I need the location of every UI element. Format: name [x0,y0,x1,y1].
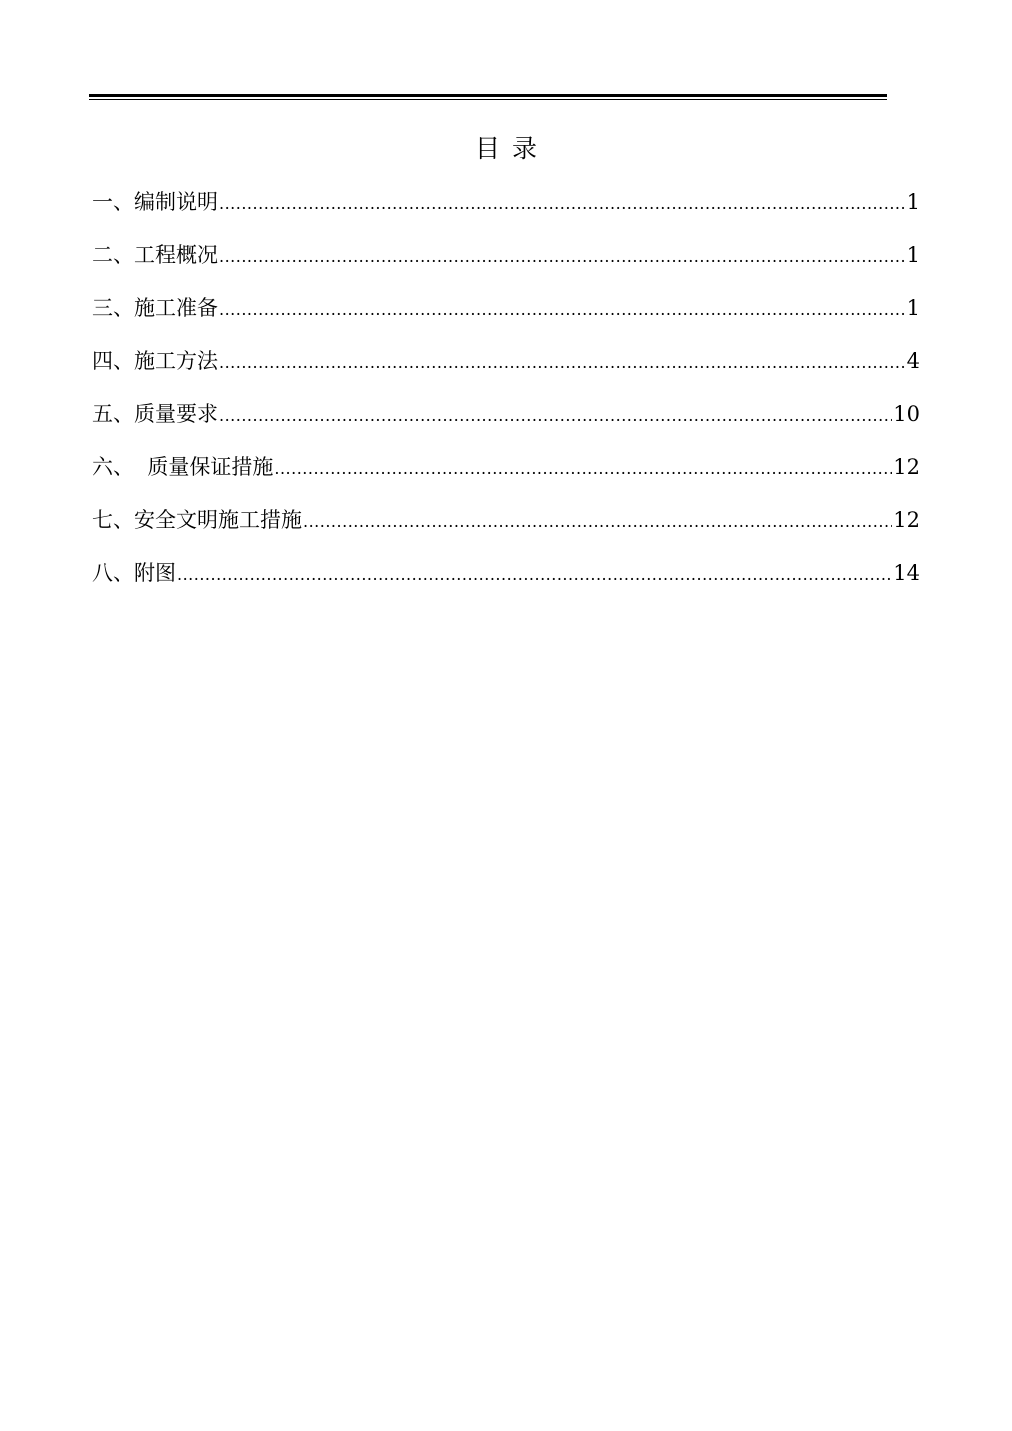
toc-entry-page: 1 [906,296,920,320]
header-rule-thick [89,94,887,97]
header-double-rule [89,94,887,101]
table-of-contents [92,185,920,609]
toc-entry-page: 14 [893,561,920,585]
toc-entry-label: 施工方法 [134,349,218,373]
toc-dot-leader [219,346,906,380]
header-rule-thin [89,99,887,100]
toc-entry-number: 三、 [92,296,134,320]
toc-entry-number: 八、 [92,561,134,585]
toc-entry-page: 12 [893,508,920,532]
toc-entry-number: 五、 [92,402,134,426]
toc-entry[interactable] [92,344,920,397]
toc-dot-leader [219,293,906,327]
toc-entry-number: 二、 [92,243,134,267]
toc-entry[interactable] [92,185,920,238]
toc-entry[interactable] [92,291,920,344]
toc-title: 目录 [474,134,549,163]
toc-entry-number: 四、 [92,349,134,373]
toc-entry[interactable] [92,397,920,450]
toc-dot-leader [219,187,906,221]
toc-entry-number: 七、 [92,508,134,532]
toc-entry-number: 一、 [92,190,134,214]
toc-entry-page: 12 [893,455,920,479]
toc-dot-leader [219,399,892,433]
toc-entry-page: 10 [893,402,920,426]
toc-entry-page: 1 [906,190,920,214]
toc-entry-label: 安全文明施工措施 [134,508,302,532]
toc-entry-label: 工程概况 [134,243,218,267]
toc-entry-label: 质量保证措施 [134,455,274,479]
toc-entry[interactable] [92,556,920,609]
toc-dot-leader [177,558,892,592]
toc-entry-label: 施工准备 [134,296,218,320]
toc-entry-label: 质量要求 [134,402,218,426]
toc-entry[interactable] [92,450,920,503]
toc-dot-leader [219,240,906,274]
toc-dot-leader [274,452,892,486]
toc-entry-label: 附图 [134,561,176,585]
toc-entry-number: 六、 [92,455,134,479]
toc-entry-page: 4 [906,349,920,373]
toc-entry-label: 编制说明 [134,190,218,214]
toc-entry[interactable] [92,503,920,556]
toc-entry[interactable] [92,238,920,291]
toc-entry-page: 1 [906,243,920,267]
toc-dot-leader [303,505,892,539]
